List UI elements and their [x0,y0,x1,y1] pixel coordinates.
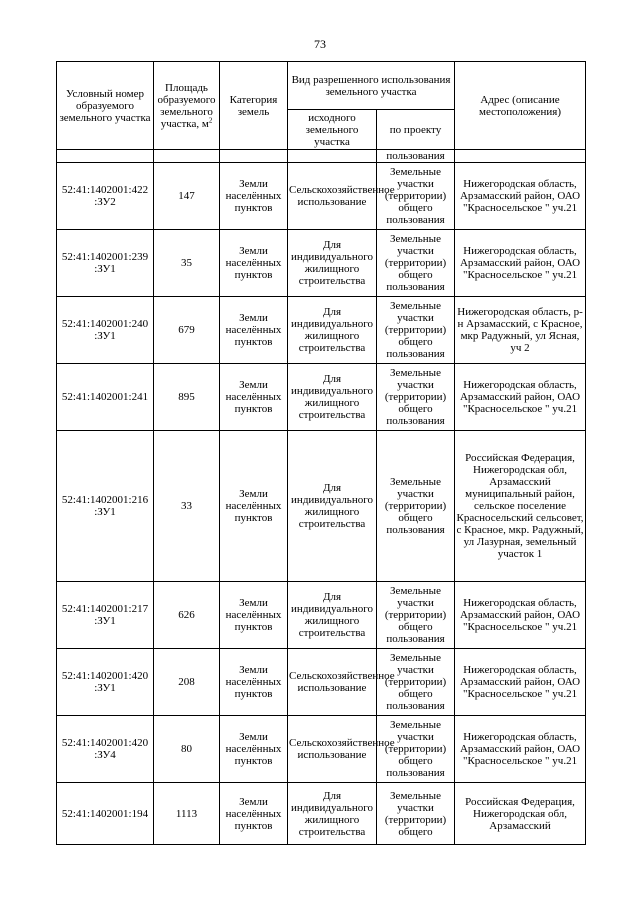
table-row [57,431,586,582]
stub-cell [288,150,377,163]
table-row [57,163,586,230]
cell-use-project: Земельные участки (территории) общего пользования [377,649,455,716]
land-plots-table [56,61,586,845]
cell-address: Нижегородская область, Арзамасский район, ОАО "Красносельское " уч.21 [455,230,586,297]
header-cadastral: Условный номер образуемого земельного участка [57,62,154,150]
cell-use-project: Земельные участки (территории) общего пользования [377,716,455,783]
cell-category: Земли населённых пунктов [220,783,288,845]
cell-cadastral: 52:41:1402001:239 :ЗУ1 [57,230,154,297]
cell-use-original: Сельскохозяйственное использование [288,649,377,716]
cell-use-original: Для индивидуального жилищного строительства [288,364,377,431]
cell-area: 80 [154,716,220,783]
cell-address: Нижегородская область, Арзамасский район, ОАО "Красносельское " уч.21 [455,716,586,783]
cell-use-original: Для индивидуального жилищного строительства [288,783,377,845]
cell-cadastral: 52:41:1402001:420 :ЗУ1 [57,649,154,716]
cell-area: 33 [154,431,220,582]
cell-use-project: Земельные участки (территории) общего пользования [377,230,455,297]
table-row [57,364,586,431]
cell-cadastral: 52:41:1402001:216 :ЗУ1 [57,431,154,582]
cell-use-project: Земельные участки (территории) общего пользования [377,297,455,364]
cell-use-project: Земельные участки (территории) общего пользования [377,431,455,582]
cell-cadastral: 52:41:1402001:194 [57,783,154,845]
cell-cadastral: 52:41:1402001:241 [57,364,154,431]
cell-use-original: Сельскохозяйственное использование [288,716,377,783]
header-use-project: по проекту [377,110,455,150]
table-row [57,230,586,297]
table-row [57,582,586,649]
header-use-group: Вид разрешенного использования земельного участка [288,62,455,110]
cell-cadastral: 52:41:1402001:420 :ЗУ4 [57,716,154,783]
cell-address: Российская Федерация, Нижегородская обл, Арзамасский [455,783,586,845]
cell-use-project: Земельные участки (территории) общего пользования [377,364,455,431]
cell-cadastral: 52:41:1402001:240 :ЗУ1 [57,297,154,364]
stub-cell [455,150,586,163]
header-area-label: Площадь образуемого земельного участка, м [157,81,216,130]
page-number: 73 [314,37,326,51]
cell-category: Земли населённых пунктов [220,163,288,230]
cell-cadastral: 52:41:1402001:422 :ЗУ2 [57,163,154,230]
cell-use-original: Для индивидуального жилищного строительства [288,431,377,582]
table-row [57,649,586,716]
cell-address: Нижегородская область, Арзамасский район, ОАО "Красносельское " уч.21 [455,582,586,649]
header-address: Адрес (описание местоположения) [455,62,586,150]
stub-cell [220,150,288,163]
cell-use-original: Для индивидуального жилищного строительства [288,230,377,297]
cell-area: 1113 [154,783,220,845]
cell-area: 895 [154,364,220,431]
cell-address: Нижегородская область, р-н Арзамасский, с Красное, мкр Радужный, ул Ясная, уч 2 [455,297,586,364]
stub-use-project: пользования [377,150,455,163]
cell-area: 626 [154,582,220,649]
cell-use-project: Земельные участки (территории) общего [377,783,455,845]
cell-cadastral: 52:41:1402001:217 :ЗУ1 [57,582,154,649]
cell-area: 35 [154,230,220,297]
continuation-row [57,150,586,163]
table-row [57,297,586,364]
cell-address: Нижегородская область, Арзамасский район, ОАО "Красносельское " уч.21 [455,163,586,230]
cell-area: 208 [154,649,220,716]
cell-area: 147 [154,163,220,230]
cell-category: Земли населённых пунктов [220,716,288,783]
cell-use-project: Земельные участки (территории) общего пользования [377,582,455,649]
cell-address: Российская Федерация, Нижегородская обл, Арзамасский муниципальный район, сельское поселение Красносельский сельсовет, с Красное, мкр. Радужный, ул Лазурная, земельный участок 1 [455,431,586,582]
cell-category: Земли населённых пунктов [220,230,288,297]
header-use-original: исходного земельного участка [288,110,377,150]
cell-category: Земли населённых пунктов [220,582,288,649]
cell-use-original: Для индивидуального жилищного строительства [288,582,377,649]
cell-category: Земли населённых пунктов [220,431,288,582]
cell-category: Земли населённых пунктов [220,297,288,364]
cell-use-original: Для индивидуального жилищного строительства [288,297,377,364]
stub-cell [154,150,220,163]
cell-use-project: Земельные участки (территории) общего пользования [377,163,455,230]
cell-address: Нижегородская область, Арзамасский район, ОАО "Красносельское " уч.21 [455,649,586,716]
header-area-unit-sup: 2 [208,115,213,124]
table-row [57,716,586,783]
header-category: Категория земель [220,62,288,150]
header-area [154,62,220,150]
stub-cell [57,150,154,163]
table-row [57,783,586,845]
cell-address: Нижегородская область, Арзамасский район, ОАО "Красносельское " уч.21 [455,364,586,431]
cell-use-original: Сельскохозяйственное использование [288,163,377,230]
cell-category: Земли населённых пунктов [220,364,288,431]
cell-area: 679 [154,297,220,364]
table-header-row [57,62,586,110]
cell-category: Земли населённых пунктов [220,649,288,716]
